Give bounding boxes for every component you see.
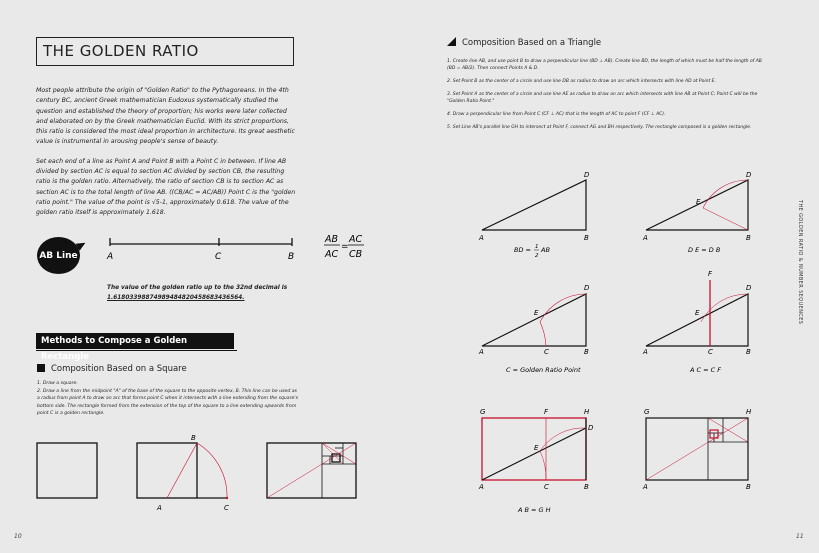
triangle-step-5: 5. Set Line AB's parallel line GH to intersect at Point F, connect AG and BH respectively. The rectangle composed is a golden rectangle. xyxy=(447,125,752,130)
intro-paragraph-2: Set each end of a line as Point A and Point B with a Point C in between. If line AB divided by section AC is equal to section AC divided by section CB, the resulting ratio is the golden ratio. Alternatively, the ratio of section CB is to section AC as section AC is to the total length of line AB. ((CB/AC = AC/AB)) Point C is the "golden ratio point." The value of the point is √5-1, approximately 0.618. The value of the golden ratio itself is approximately 1.618. xyxy=(36,157,296,217)
caption-ab-gh: A B = G H xyxy=(518,506,551,514)
tri-fig-1 xyxy=(478,171,590,242)
ab-point-a: A xyxy=(107,252,114,262)
svg-text:A: A xyxy=(479,348,484,356)
svg-text:B: B xyxy=(746,234,751,242)
methods-section-band xyxy=(36,333,234,362)
svg-text:F: F xyxy=(544,408,549,416)
ratio-num-left: AB xyxy=(325,234,339,245)
intro-text xyxy=(36,86,298,228)
intro-paragraph-1: Most people attribute the origin of "Golden Ratio" to the Pythagoreans. In the 4th century BC, ancient Greek mathematician Eudoxus systematically studied the question and established the theory of proportion; his works were later collected and elaborated on by the Greek mathematician Euclid. With its strict proportions, this ratio is considered the most ideal proportion in architecture. Its great aesthetic value is instrumental in arousing people's sense of beauty. xyxy=(36,87,295,146)
ratio-equals: = xyxy=(341,242,349,252)
svg-text:A: A xyxy=(643,348,648,356)
svg-text:D: D xyxy=(584,171,590,179)
triangle-step-1: 1. Create line AB, and use point B to draw a perpendicular line (BD ⊥ AB). Create line BD, the length of which must be half the length of AB (BD = AB/2). Then connect Points A & D. xyxy=(447,59,762,71)
caption-bd-num: 1 xyxy=(535,244,539,250)
ab-line-diagram xyxy=(100,234,300,266)
svg-text:F: F xyxy=(708,270,713,278)
square-steps xyxy=(37,380,299,418)
fig-a-label: A xyxy=(157,504,162,512)
square-section-heading xyxy=(37,364,187,374)
triangle-bullet-icon xyxy=(447,37,456,46)
ab-line-label: AB Line xyxy=(39,250,78,261)
caption-bd-den: 2 xyxy=(535,253,539,259)
caption-golden-point: C = Golden Ratio Point xyxy=(506,366,581,374)
svg-text:E: E xyxy=(695,309,700,317)
page-title-box xyxy=(36,37,294,66)
square-fig-1 xyxy=(37,443,97,498)
golden-note-text: The value of the golden ratio up to the 32nd decimal is xyxy=(107,285,288,291)
ratio-num-right: AC xyxy=(349,234,363,245)
page-title: THE GOLDEN RATIO xyxy=(43,42,199,60)
svg-text:E: E xyxy=(534,444,539,452)
caption-ac-cf: A C = C F xyxy=(690,366,721,374)
svg-text:D: D xyxy=(746,284,752,292)
svg-text:B: B xyxy=(746,483,751,491)
square-figures xyxy=(34,430,374,515)
svg-text:A: A xyxy=(479,234,484,242)
svg-text:B: B xyxy=(584,234,589,242)
svg-text:C: C xyxy=(708,348,713,356)
svg-text:B: B xyxy=(584,483,589,491)
ab-point-b: B xyxy=(288,252,295,262)
ab-line-badge xyxy=(37,237,80,274)
svg-text:A: A xyxy=(479,483,484,491)
triangle-step-4: 4. Draw a perpendicular line from Point C (CF ⊥ AC) that is the length of AC to point F (CF ⊥ AC). xyxy=(447,112,666,117)
tri-fig-4 xyxy=(642,270,752,356)
square-step-1: 1. Draw a square. xyxy=(37,381,78,386)
triangle-section-heading xyxy=(447,37,601,48)
caption-bd-left: BD = xyxy=(514,246,531,254)
square-heading-text: Composition Based on a Square xyxy=(51,364,187,374)
svg-text:H: H xyxy=(584,408,590,416)
svg-text:C: C xyxy=(544,348,549,356)
svg-text:E: E xyxy=(696,198,701,206)
tri-fig-3 xyxy=(478,284,590,356)
triangle-heading-text: Composition Based on a Triangle xyxy=(462,38,602,48)
square-fig-3 xyxy=(267,443,356,498)
ratio-den-right: CB xyxy=(349,249,363,260)
svg-text:D: D xyxy=(746,171,752,179)
triangle-step-2: 2. Set Point B as the center of a circle and use line DB as radius to draw an arc which intersects with line AD at Point E. xyxy=(447,79,716,84)
left-page-number: 10 xyxy=(14,533,22,540)
svg-text:C: C xyxy=(544,483,549,491)
methods-title: Methods to Compose a Golden Rectangle xyxy=(41,336,188,362)
svg-text:G: G xyxy=(480,408,486,416)
right-page-number: 11 xyxy=(796,533,804,540)
square-step-2: 2. Draw a line from the midpoint "A" of the base of the square to the opposite vertex, B. This line can be used as a radius from point A to draw an arc that forms point C when it intersects with a line extending from the square's bottom side. The rectangle formed from the extension of the top of the square to a line extending upwards from point C is a golden rectangle. xyxy=(37,388,298,416)
tri-fig-2 xyxy=(642,171,752,242)
tri-fig-5 xyxy=(478,408,594,491)
svg-text:D: D xyxy=(584,284,590,292)
triangle-figures xyxy=(470,168,770,523)
fig-b-label: B xyxy=(191,434,196,442)
triangle-step-3: 3. Set Point A as the center of a circle and use line AE as radius to draw an arc which intersects with line AB at Point C; Point C will be the "Golden Ratio Point." xyxy=(447,92,758,104)
svg-text:H: H xyxy=(746,408,752,416)
svg-text:D: D xyxy=(588,424,594,432)
ab-point-c: C xyxy=(215,252,222,262)
caption-de-db: D E = D B xyxy=(688,246,721,254)
triangle-steps xyxy=(447,58,767,137)
svg-text:B: B xyxy=(584,348,589,356)
square-fig-2 xyxy=(137,434,229,512)
golden-ratio-note xyxy=(107,283,297,303)
ratio-formula xyxy=(322,232,367,262)
spine-text: THE GOLDEN RATIO & NUMBER SEQUENCES xyxy=(797,200,803,325)
svg-text:G: G xyxy=(644,408,650,416)
svg-text:A: A xyxy=(643,483,648,491)
tri-fig-6 xyxy=(642,408,752,491)
square-bullet-icon xyxy=(37,364,45,372)
svg-text:B: B xyxy=(746,348,751,356)
caption-bd-right: AB xyxy=(541,246,550,254)
ratio-den-left: AC xyxy=(325,249,339,260)
svg-text:A: A xyxy=(643,234,648,242)
svg-text:E: E xyxy=(534,309,539,317)
golden-digits: 1.61803398874989484820458683436564. xyxy=(107,295,245,301)
fig-c-label: C xyxy=(224,504,229,512)
